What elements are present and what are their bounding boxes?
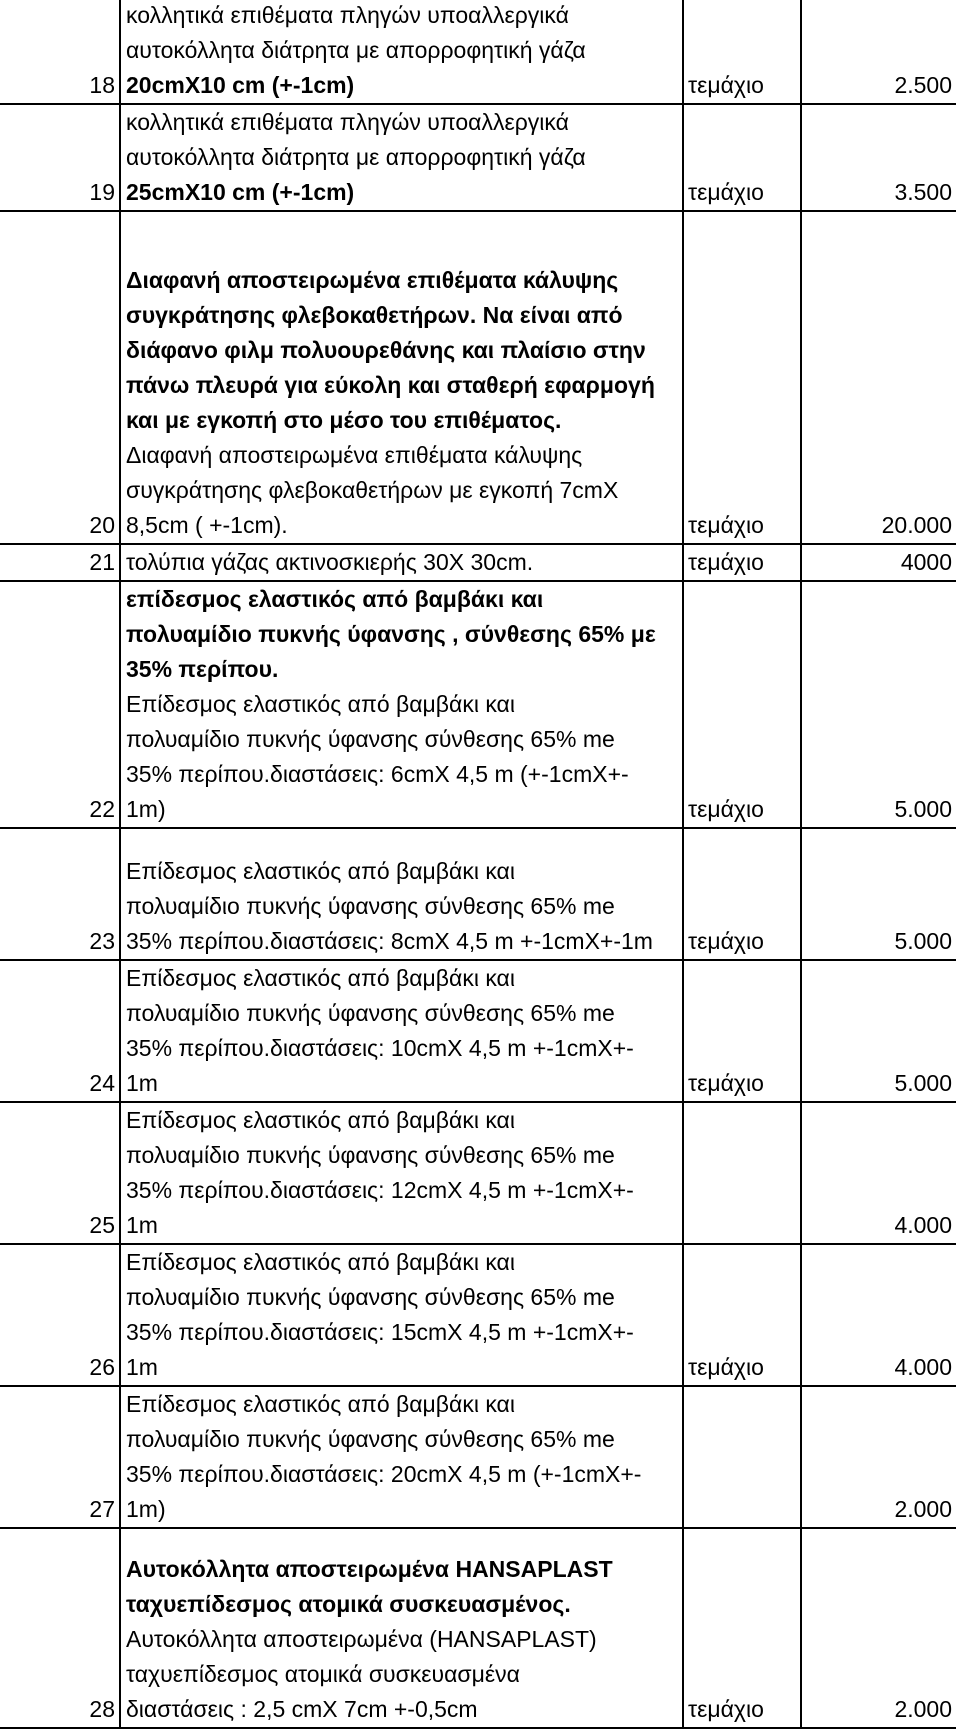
item-unit: τεμάχιο xyxy=(683,104,801,211)
description-line: πάνω πλευρά για εύκολη και σταθερή εφαρμογή xyxy=(126,372,655,398)
description-line: 35% περίπου.διαστάσεις: 8cmX 4,5 m +-1cmX+-1m xyxy=(126,928,653,954)
item-quantity: 5.000 xyxy=(801,581,956,828)
table-row xyxy=(0,1244,956,1386)
table-row xyxy=(0,828,956,960)
item-description xyxy=(120,1244,683,1386)
item-number: 22 xyxy=(0,581,120,828)
item-number: 23 xyxy=(0,828,120,960)
item-quantity: 5.000 xyxy=(801,960,956,1102)
item-description xyxy=(120,581,683,828)
description-line: πολυαμίδιο πυκνής ύφανσης σύνθεσης 65% me xyxy=(126,1426,615,1452)
description-line: 1m xyxy=(126,1070,158,1096)
item-description xyxy=(120,211,683,544)
description-line: Επίδεσμος ελαστικός από βαμβάκι και xyxy=(126,1391,515,1417)
table-row xyxy=(0,1386,956,1528)
table-row xyxy=(0,1528,956,1728)
item-quantity: 5.000 xyxy=(801,828,956,960)
item-number: 24 xyxy=(0,960,120,1102)
description-line: 1m xyxy=(126,1354,158,1380)
item-description xyxy=(120,1102,683,1244)
description-line: κολλητικά επιθέματα πληγών υποαλλεργικά xyxy=(126,2,569,28)
item-number: 18 xyxy=(0,0,120,104)
table-row xyxy=(0,211,956,544)
item-unit: τεμάχιο xyxy=(683,960,801,1102)
item-unit: τεμάχιο xyxy=(683,828,801,960)
description-line: κολλητικά επιθέματα πληγών υποαλλεργικά xyxy=(126,109,569,135)
table-row xyxy=(0,0,956,104)
description-line: αυτοκόλλητα διάτρητα με απορροφητική γάζα xyxy=(126,37,586,63)
item-number: 19 xyxy=(0,104,120,211)
description-line: πολυαμίδιο πυκνής ύφανσης , σύνθεσης 65% με xyxy=(126,621,656,647)
description-line: 1m) xyxy=(126,796,166,822)
description-line: 35% περίπου. xyxy=(126,656,279,682)
description-line: πολυαμίδιο πυκνής ύφανσης σύνθεσης 65% me xyxy=(126,1284,615,1310)
description-line: Αυτοκόλλητα αποστειρωμένα HANSAPLAST xyxy=(126,1556,613,1582)
item-unit: τεμάχιο xyxy=(683,1244,801,1386)
item-quantity: 2.000 xyxy=(801,1528,956,1728)
table-row xyxy=(0,581,956,828)
item-unit xyxy=(683,1386,801,1528)
item-unit: τεμάχιο xyxy=(683,211,801,544)
description-line: 35% περίπου.διαστάσεις: 12cmX 4,5 m +-1cmX+- xyxy=(126,1177,634,1203)
item-unit xyxy=(683,1102,801,1244)
description-line: Επίδεσμος ελαστικός από βαμβάκι και xyxy=(126,858,515,884)
table-row xyxy=(0,544,956,581)
description-line: συγκράτησης φλεβοκαθετήρων με εγκοπή 7cmX xyxy=(126,477,619,503)
item-description xyxy=(120,1386,683,1528)
description-line: συγκράτησης φλεβοκαθετήρων. Να είναι από xyxy=(126,302,623,328)
description-line: Διαφανή αποστειρωμένα επιθέματα κάλυψης xyxy=(126,267,619,293)
description-line: πολυαμίδιο πυκνής ύφανσης σύνθεσης 65% me xyxy=(126,1142,615,1168)
item-quantity: 3.500 xyxy=(801,104,956,211)
item-quantity: 4.000 xyxy=(801,1102,956,1244)
description-line: 1m) xyxy=(126,1496,166,1522)
table-row xyxy=(0,104,956,211)
item-description xyxy=(120,960,683,1102)
table-row xyxy=(0,1102,956,1244)
description-line: 35% περίπου.διαστάσεις: 15cmX 4,5 m +-1cmX+- xyxy=(126,1319,634,1345)
description-line: πολυαμίδιο πυκνής ύφανσης σύνθεσης 65% me xyxy=(126,1000,615,1026)
spacer xyxy=(126,1529,682,1552)
description-line: πολυαμίδιο πυκνής ύφανσης σύνθεσης 65% me xyxy=(126,893,615,919)
item-number: 25 xyxy=(0,1102,120,1244)
item-description xyxy=(120,104,683,211)
item-description xyxy=(120,828,683,960)
description-line: Αυτοκόλλητα αποστειρωμένα (HANSAPLAST) xyxy=(126,1626,597,1652)
item-unit: τεμάχιο xyxy=(683,581,801,828)
description-line: ταχυεπίδεσμος ατομικά συσκευασμένα xyxy=(126,1661,520,1687)
item-number: 28 xyxy=(0,1528,120,1728)
item-number: 27 xyxy=(0,1386,120,1528)
description-line: 35% περίπου.διαστάσεις: 6cmX 4,5 m (+-1cmX+- xyxy=(126,761,629,787)
spacer xyxy=(126,829,682,854)
item-description xyxy=(120,0,683,104)
item-number: 20 xyxy=(0,211,120,544)
description-line: 1m xyxy=(126,1212,158,1238)
description-line: αυτοκόλλητα διάτρητα με απορροφητική γάζα xyxy=(126,144,586,170)
item-description xyxy=(120,1528,683,1728)
item-quantity: 4.000 xyxy=(801,1244,956,1386)
item-quantity: 20.000 xyxy=(801,211,956,544)
spacer xyxy=(126,212,682,263)
description-line: 25cmX10 cm (+-1cm) xyxy=(126,179,355,205)
description-line: Επίδεσμος ελαστικός από βαμβάκι και xyxy=(126,1107,515,1133)
item-quantity: 2.500 xyxy=(801,0,956,104)
description-line: Επίδεσμος ελαστικός από βαμβάκι και xyxy=(126,965,515,991)
item-description xyxy=(120,544,683,581)
description-line: Επίδεσμος ελαστικός από βαμβάκι και xyxy=(126,691,515,717)
description-line: διαστάσεις : 2,5 cmX 7cm +-0,5cm xyxy=(126,1696,478,1722)
item-unit: τεμάχιο xyxy=(683,0,801,104)
description-line: 35% περίπου.διαστάσεις: 20cmX 4,5 m (+-1cmX+- xyxy=(126,1461,642,1487)
description-line: Διαφανή αποστειρωμένα επιθέματα κάλυψης xyxy=(126,442,583,468)
description-line: πολυαμίδιο πυκνής ύφανσης σύνθεσης 65% me xyxy=(126,726,615,752)
description-line: 8,5cm ( +-1cm). xyxy=(126,512,288,538)
item-number: 21 xyxy=(0,544,120,581)
description-line: και με εγκοπή στο μέσο του επιθέματος. xyxy=(126,407,562,433)
description-line: τολύπια γάζας ακτινοσκιερής 30Χ 30cm. xyxy=(126,549,534,575)
description-line: 35% περίπου.διαστάσεις: 10cmX 4,5 m +-1cmX+- xyxy=(126,1035,634,1061)
description-line: διάφανο φιλμ πολυουρεθάνης και πλαίσιο στην xyxy=(126,337,646,363)
description-line: επίδεσμος ελαστικός από βαμβάκι και xyxy=(126,586,544,612)
description-line: 20cmX10 cm (+-1cm) xyxy=(126,72,355,98)
description-line: Επίδεσμος ελαστικός από βαμβάκι και xyxy=(126,1249,515,1275)
item-quantity: 4000 xyxy=(801,544,956,581)
item-number: 26 xyxy=(0,1244,120,1386)
item-quantity: 2.000 xyxy=(801,1386,956,1528)
item-unit: τεμάχιο xyxy=(683,544,801,581)
description-line: ταχυεπίδεσμος ατομικά συσκευασμένος. xyxy=(126,1591,571,1617)
item-unit: τεμάχιο xyxy=(683,1528,801,1728)
table-row xyxy=(0,960,956,1102)
